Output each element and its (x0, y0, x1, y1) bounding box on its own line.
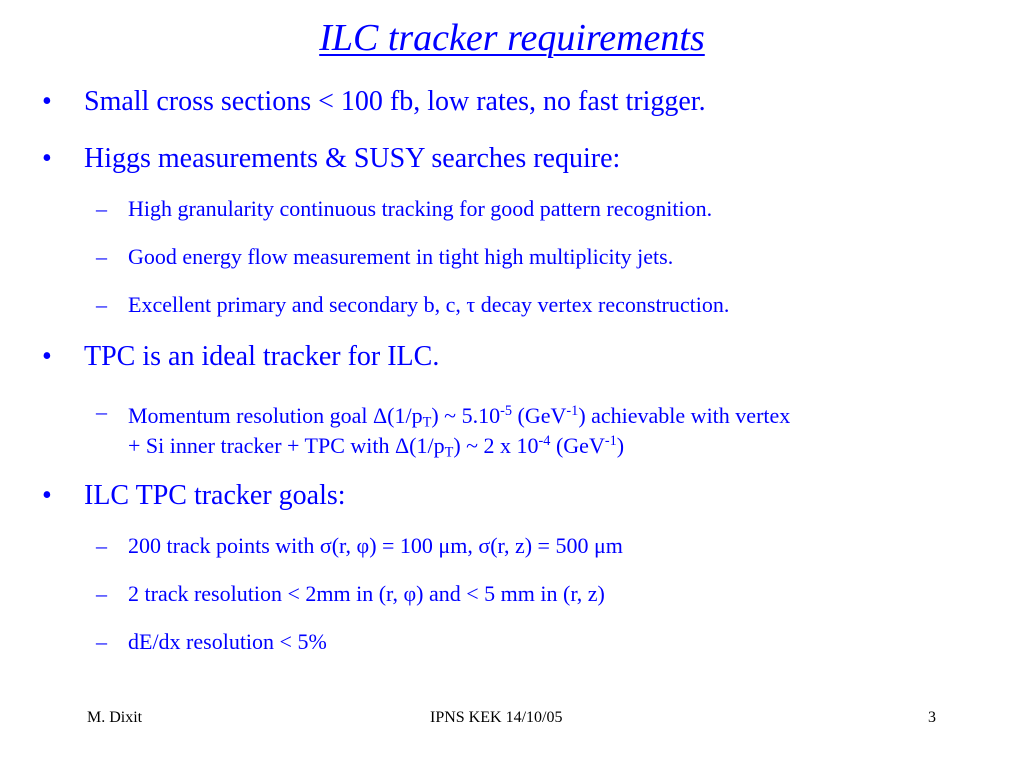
bullet-marker: • (42, 341, 52, 372)
sub-bullet-marker: – (96, 244, 107, 269)
bullet-4-sub-3-text: dE/dx resolution < 5% (128, 629, 327, 654)
bullet-2-sub-3-text: Excellent primary and secondary b, c, τ decay vertex reconstruction. (128, 292, 730, 317)
bullet-marker: • (42, 143, 52, 174)
bullet-4-sub-2-text: 2 track resolution < 2mm in (r, φ) and < 5 mm in (r, z) (128, 581, 605, 606)
bullet-2-sub-1-text: High granularity continuous tracking for good pattern recognition. (128, 196, 713, 221)
bullet-marker: • (42, 86, 52, 117)
sub-bullet-marker: – (96, 399, 107, 424)
sub-bullet-marker: – (96, 533, 107, 558)
sub-bullet-marker: – (96, 581, 107, 606)
sub-bullet-marker: – (96, 629, 107, 654)
bullet-4-text: ILC TPC tracker goals: (84, 480, 346, 511)
slide-title: ILC tracker requirements (319, 17, 705, 59)
footer-author: M. Dixit (87, 709, 143, 726)
bullet-4-sub-1-text: 200 track points with σ(r, φ) = 100 μm, σ(r, z) = 500 μm (128, 533, 623, 558)
footer-event: IPNS KEK 14/10/05 (430, 709, 563, 726)
bullet-3-sub-1-line-1: Momentum resolution goal $\Delta(1/p_T)$ ~ $5.10^{-5}$ (GeV$^{-1}$) achievable with vertex (128, 402, 791, 431)
bullet-2-text: Higgs measurements & SUSY searches require: (84, 143, 621, 174)
footer-page-number: 3 (928, 709, 936, 726)
bullet-3-text: TPC is an ideal tracker for ILC. (84, 341, 440, 372)
sub-bullet-marker: – (96, 196, 107, 221)
bullet-marker: • (42, 480, 52, 511)
bullet-1-text: Small cross sections < 100 fb, low rates, no fast trigger. (84, 86, 706, 117)
bullet-2-sub-2-text: Good energy flow measurement in tight high multiplicity jets. (128, 244, 674, 269)
bullet-3-sub-1-line-2: + Si inner tracker + TPC with $\Delta(1/p_T)$ ~ 2 x $10^{-4}$ (GeV$^{-1}$) (128, 432, 625, 461)
sub-bullet-marker: – (96, 292, 107, 317)
